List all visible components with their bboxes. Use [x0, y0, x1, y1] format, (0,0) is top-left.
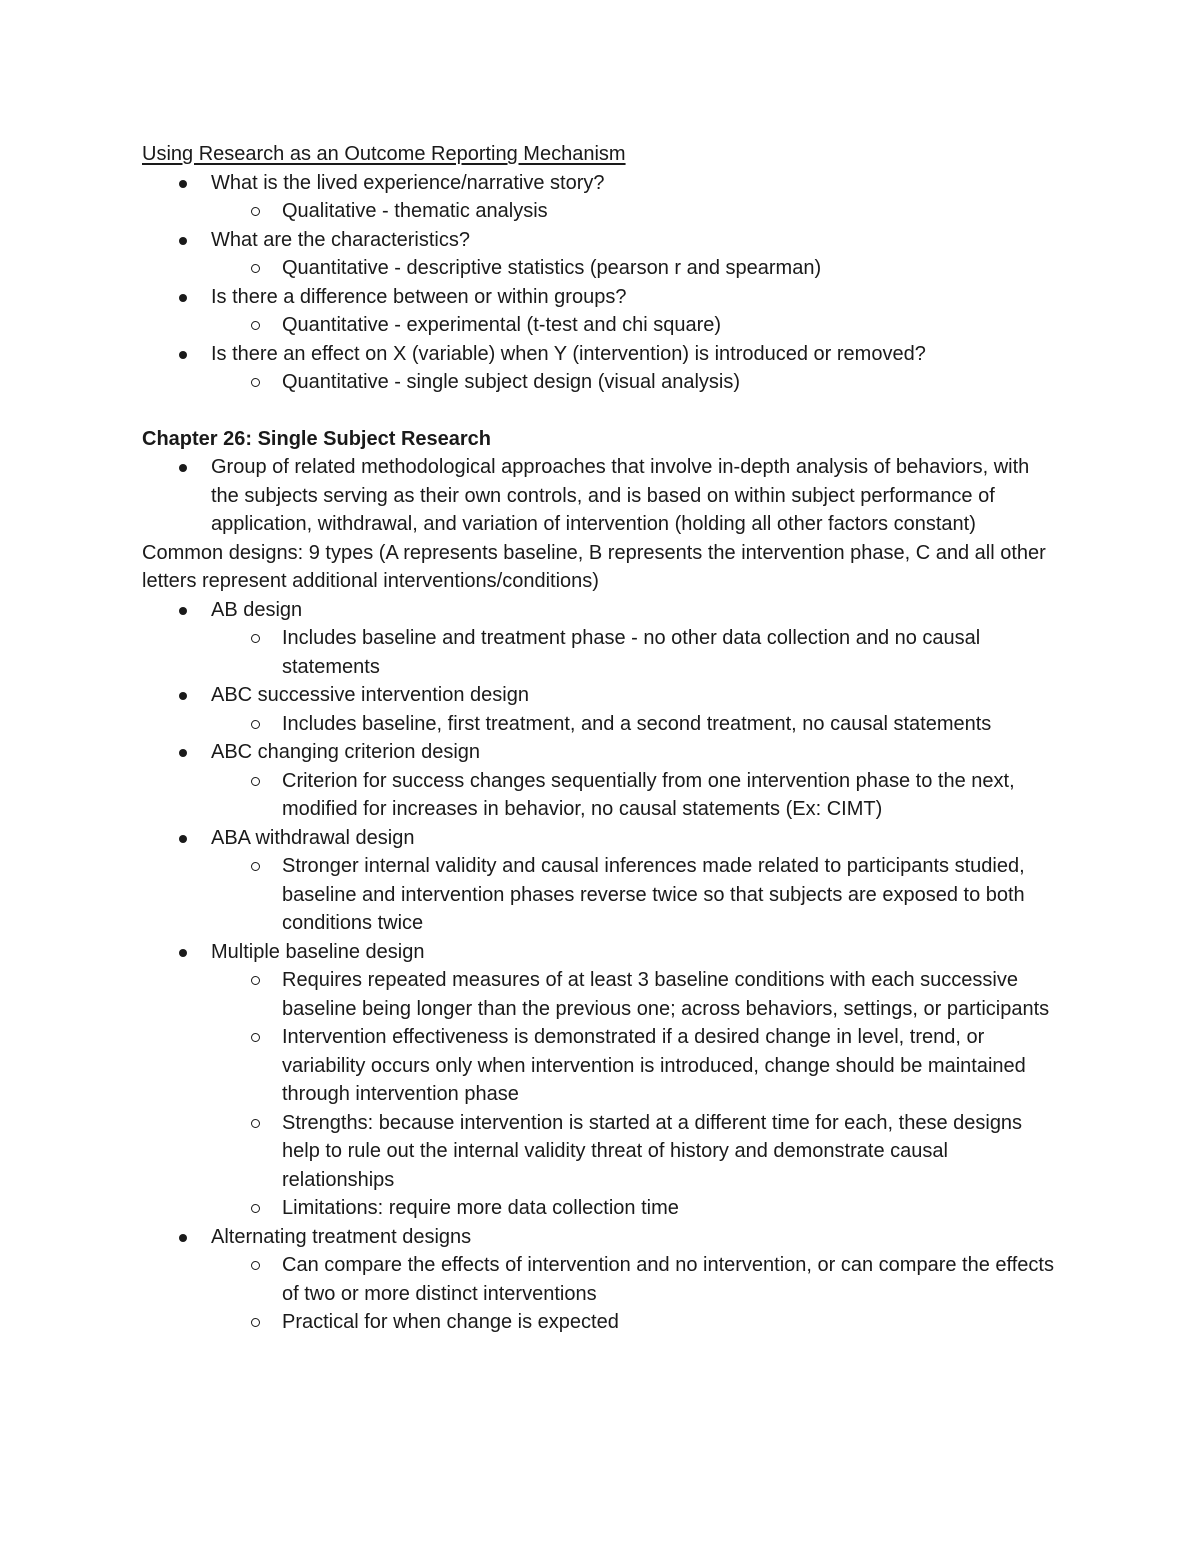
list-item-text: ABC successive intervention design [211, 684, 529, 706]
sub-list-item-text: Intervention effectiveness is demonstrated if a desired change in level, trend, or variability occurs only when intervention is introduced, change should be maintained through intervention phase [282, 1026, 1026, 1105]
sub-list-item-text: Quantitative - descriptive statistics (pearson r and spearman) [282, 257, 822, 279]
sub-list-item-text: Qualitative - thematic analysis [282, 200, 548, 222]
hollow-bullet-icon [251, 777, 260, 786]
hollow-bullet-icon [251, 1119, 260, 1128]
hollow-bullet-icon [251, 264, 260, 273]
sub-list-item [142, 197, 1062, 226]
bullet-icon [179, 692, 187, 700]
sub-list-item-text: Limitations: require more data collection time [282, 1197, 679, 1219]
list-item-text: ABA withdrawal design [211, 826, 415, 849]
bullet-icon [179, 351, 187, 359]
list-item [142, 453, 1062, 539]
bullet-list [142, 453, 1062, 539]
list-item [142, 340, 1062, 369]
list-item-text: Group of related methodological approaches that involve in-depth analysis of behaviors, with the subjects serving as their own controls, and is based on within subject performance of application, withdrawal, and variation of intervention (holding all other factors constant) [211, 456, 1030, 535]
hollow-bullet-icon [251, 378, 260, 387]
hollow-bullet-icon [251, 207, 260, 216]
bullet-icon [179, 294, 187, 302]
bullet-list [142, 169, 1062, 397]
bullet-icon [179, 835, 187, 843]
list-item [142, 596, 1062, 625]
hollow-bullet-icon [251, 1204, 260, 1213]
sub-list-item [142, 710, 1062, 739]
sub-list-item-text: Can compare the effects of intervention and no intervention, or can compare the effects of two or more distinct interventions [282, 1254, 1054, 1305]
list-item [142, 283, 1062, 312]
bullet-icon [179, 180, 187, 188]
hollow-bullet-icon [251, 1318, 260, 1327]
bullet-icon [179, 237, 187, 245]
list-item-text: Alternating treatment designs [211, 1225, 472, 1248]
sub-list-item-text: Quantitative - experimental (t-test and chi square) [282, 314, 722, 336]
sub-list-item-text: Includes baseline, first treatment, and a second treatment, no causal statements [282, 712, 992, 735]
bullet-icon [179, 1234, 187, 1242]
common-designs-paragraph: Common designs: 9 types (A represents baseline, B represents the intervention phase, C and all other letters represent additional interventions/conditions) [142, 541, 1046, 592]
sub-list-item-text: Stronger internal validity and causal inferences made related to participants studied, baseline and intervention phases reverse twice so that subjects are exposed to both conditions twice [282, 855, 1025, 934]
list-item-text: ABC changing criterion design [211, 741, 481, 763]
list-item-text: Multiple baseline design [211, 940, 425, 963]
sub-list-item [142, 1308, 1062, 1337]
sub-list-item-text: Quantitative - single subject design (visual analysis) [282, 371, 740, 393]
sub-list-item-text: Practical for when change is expected [282, 1311, 619, 1333]
list-item [142, 169, 1062, 198]
hollow-bullet-icon [251, 634, 260, 643]
list-item [142, 938, 1062, 967]
chapter-heading: Chapter 26: Single Subject Research [142, 427, 492, 450]
list-item [142, 226, 1062, 255]
sub-list-item-text: Requires repeated measures of at least 3 baseline conditions with each successive baseline being longer than the previous one; across behaviors, settings, or participants [282, 969, 1050, 1020]
sub-list-item-text: Includes baseline and treatment phase - no other data collection and no causal statements [282, 627, 981, 678]
hollow-bullet-icon [251, 720, 260, 729]
bullet-icon [179, 607, 187, 615]
list-item-text: Is there an effect on X (variable) when Y (intervention) is introduced or removed? [211, 342, 926, 365]
sub-list-item [142, 852, 1062, 938]
sub-list-item [142, 624, 1062, 681]
bullet-icon [179, 949, 187, 957]
list-item-text: What are the characteristics? [211, 228, 470, 251]
sub-list-item [142, 1109, 1062, 1195]
list-item [142, 824, 1062, 853]
sub-list-item-text: Strengths: because intervention is started at a different time for each, these designs help to rule out the internal validity threat of history and demonstrate causal relationships [282, 1111, 1023, 1191]
sub-list-item [142, 1023, 1062, 1109]
document-page [142, 140, 1062, 1337]
list-item [142, 738, 1062, 767]
sub-list-item [142, 1251, 1062, 1308]
sub-list-item [142, 966, 1062, 1023]
sub-list-item-text: Criterion for success changes sequentially from one intervention phase to the next, modified for increases in behavior, no causal statements (Ex: CIMT) [282, 769, 1015, 820]
sub-list-item [142, 767, 1062, 824]
list-item [142, 681, 1062, 710]
bullet-icon [179, 464, 187, 472]
hollow-bullet-icon [251, 862, 260, 871]
sub-list-item [142, 311, 1062, 340]
sub-list-item [142, 1194, 1062, 1223]
section-heading: Using Research as an Outcome Reporting Mechanism [142, 143, 626, 165]
list-item-text: What is the lived experience/narrative story? [211, 171, 605, 194]
hollow-bullet-icon [251, 321, 260, 330]
bullet-icon [179, 749, 187, 757]
list-item-text: Is there a difference between or within groups? [211, 285, 627, 308]
sub-list-item [142, 254, 1062, 283]
bullet-list [142, 596, 1062, 1337]
hollow-bullet-icon [251, 976, 260, 985]
list-item [142, 1223, 1062, 1252]
hollow-bullet-icon [251, 1033, 260, 1042]
list-item-text: AB design [211, 598, 303, 621]
hollow-bullet-icon [251, 1261, 260, 1270]
sub-list-item [142, 368, 1062, 397]
